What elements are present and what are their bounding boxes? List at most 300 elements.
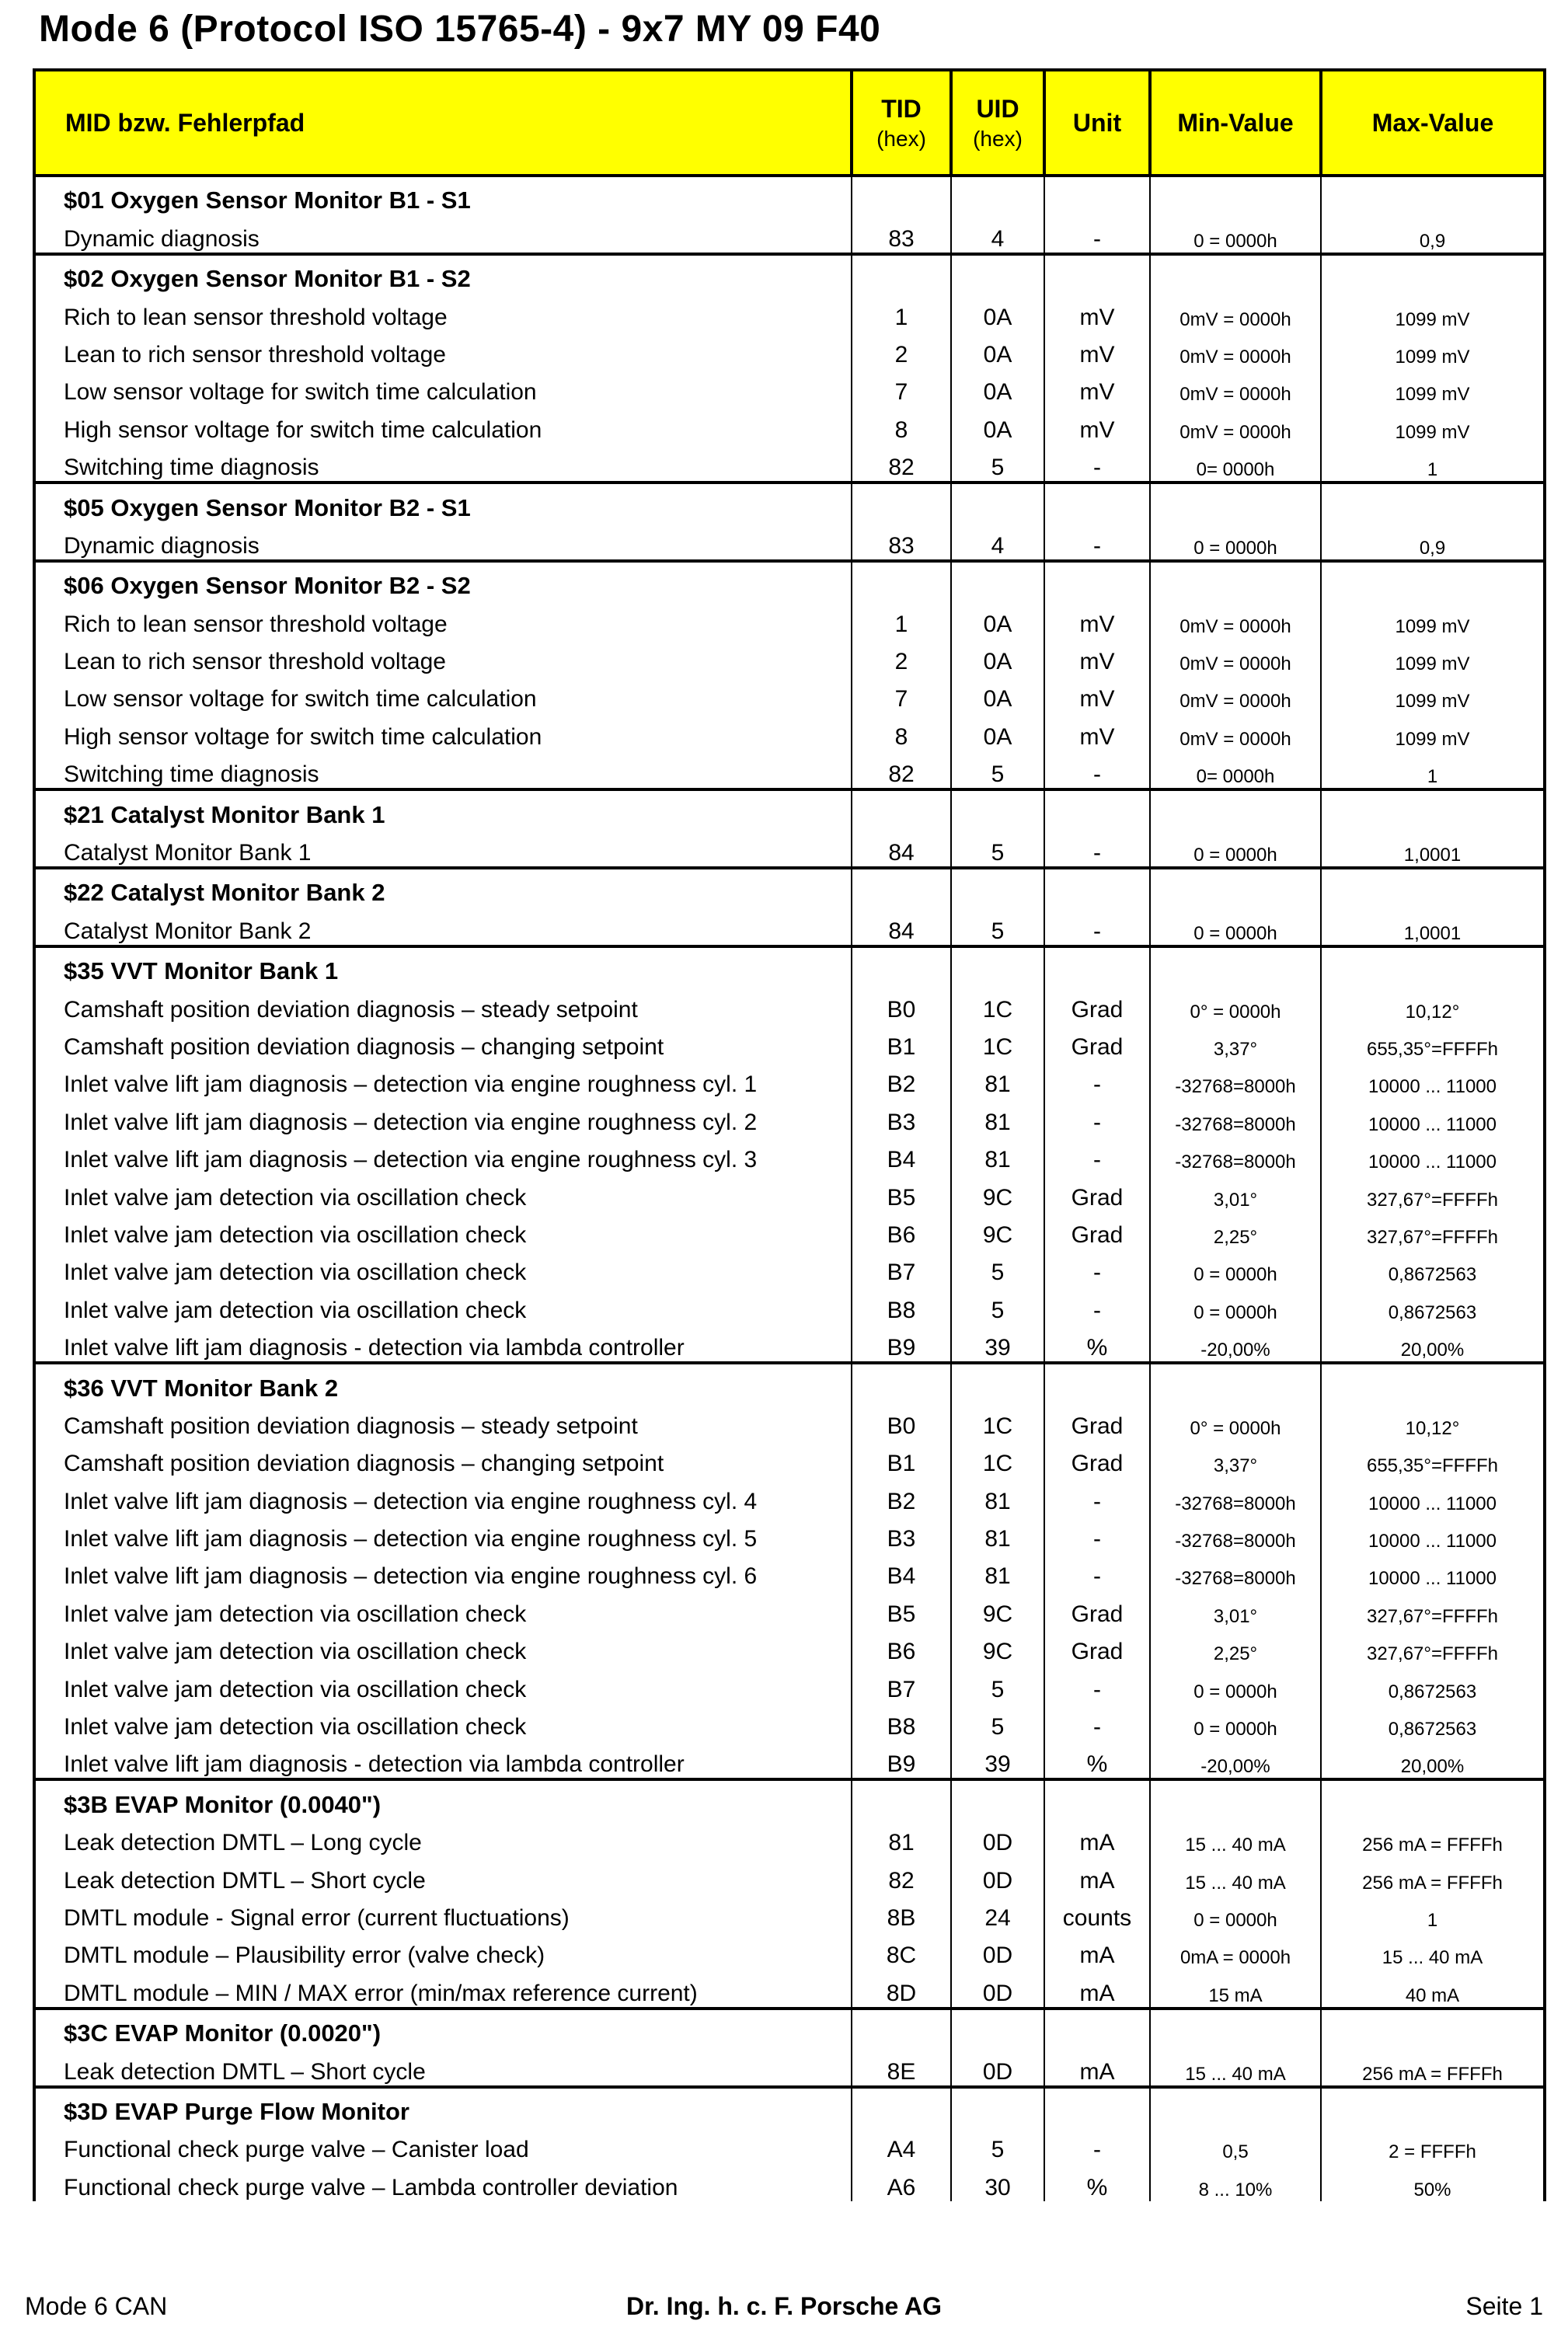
row-tid: 8D: [852, 1969, 951, 2008]
row-max: 10000 ... 11000: [1321, 1136, 1545, 1173]
row-min: 0 = 0000h: [1150, 522, 1321, 561]
row-description: Functional check purge valve – Canister load: [34, 2126, 852, 2163]
row-unit: Grad: [1044, 1402, 1150, 1440]
row-min: 0mV = 0000h: [1150, 600, 1321, 637]
row-unit: -: [1044, 1515, 1150, 1552]
group-title: $3B EVAP Monitor (0.0040"): [34, 1779, 852, 1818]
row-max: 0,8672563: [1321, 1286, 1545, 1323]
row-max: 10000 ... 11000: [1321, 1552, 1545, 1590]
row-unit: -: [1044, 1098, 1150, 1135]
row-max: 1,0001: [1321, 907, 1545, 946]
group-header-row: [34, 868, 1545, 907]
table-row: [34, 1856, 1545, 1894]
group-uid-cell: [951, 561, 1044, 600]
row-uid: 24: [951, 1894, 1044, 1932]
row-tid: B2: [852, 1061, 951, 1098]
table-row: [34, 444, 1545, 483]
group-tid-cell: [852, 1363, 951, 1402]
row-uid: 5: [951, 829, 1044, 868]
group-uid-cell: [951, 483, 1044, 521]
row-unit: -: [1044, 2126, 1150, 2163]
group-uid-cell: [951, 789, 1044, 828]
table-header-row: [34, 70, 1545, 176]
group-min-cell: [1150, 2009, 1321, 2047]
row-tid: B7: [852, 1249, 951, 1286]
row-description: Leak detection DMTL – Short cycle: [34, 2047, 852, 2086]
row-max: 0,8672563: [1321, 1249, 1545, 1286]
row-description: High sensor voltage for switch time calculation: [34, 713, 852, 750]
row-unit: -: [1044, 829, 1150, 868]
row-description: Catalyst Monitor Bank 2: [34, 907, 852, 946]
row-max: 0,9: [1321, 214, 1545, 253]
group-uid-cell: [951, 868, 1044, 907]
row-description: Inlet valve jam detection via oscillation check: [34, 1628, 852, 1665]
row-tid: B5: [852, 1173, 951, 1211]
row-uid: 1C: [951, 1402, 1044, 1440]
row-max: 10,12°: [1321, 985, 1545, 1023]
table-row: [34, 1628, 1545, 1665]
group-unit-cell: [1044, 483, 1150, 521]
row-tid: B6: [852, 1628, 951, 1665]
row-tid: 2: [852, 331, 951, 368]
table-row: [34, 829, 1545, 868]
row-unit: -: [1044, 522, 1150, 561]
table-row: [34, 2047, 1545, 2086]
row-tid: B9: [852, 1324, 951, 1363]
group-title: $36 VVT Monitor Bank 2: [34, 1363, 852, 1402]
table-row: [34, 1552, 1545, 1590]
group-title: $35 VVT Monitor Bank 1: [34, 946, 852, 985]
row-uid: 81: [951, 1552, 1044, 1590]
row-max: 1: [1321, 444, 1545, 483]
row-max: 20,00%: [1321, 1740, 1545, 1779]
row-tid: 1: [852, 600, 951, 637]
table-row: [34, 985, 1545, 1023]
row-description: Inlet valve lift jam diagnosis – detection via engine roughness cyl. 5: [34, 1515, 852, 1552]
row-uid: 0D: [951, 1819, 1044, 1856]
row-tid: 7: [852, 368, 951, 406]
row-uid: 0A: [951, 331, 1044, 368]
group-title: $05 Oxygen Sensor Monitor B2 - S1: [34, 483, 852, 521]
group-uid-cell: [951, 1363, 1044, 1402]
row-min: 0mV = 0000h: [1150, 713, 1321, 750]
row-max: 256 mA = FFFFh: [1321, 1819, 1545, 1856]
mode6-table: [33, 68, 1546, 2201]
row-unit: -: [1044, 1249, 1150, 1286]
group-max-cell: [1321, 2087, 1545, 2126]
row-tid: B1: [852, 1440, 951, 1477]
group-tid-cell: [852, 2009, 951, 2047]
row-min: 0° = 0000h: [1150, 985, 1321, 1023]
row-min: 0 = 0000h: [1150, 907, 1321, 946]
group-max-cell: [1321, 1363, 1545, 1402]
group-header-row: [34, 1779, 1545, 1818]
group-min-cell: [1150, 1363, 1321, 1402]
row-min: 2,25°: [1150, 1211, 1321, 1249]
row-uid: 0D: [951, 1856, 1044, 1894]
group-tid-cell: [852, 176, 951, 214]
row-min: -32768=8000h: [1150, 1061, 1321, 1098]
row-min: 0° = 0000h: [1150, 1402, 1321, 1440]
group-header-row: [34, 1363, 1545, 1402]
row-tid: A6: [852, 2163, 951, 2200]
row-description: Leak detection DMTL – Long cycle: [34, 1819, 852, 1856]
row-tid: B8: [852, 1703, 951, 1740]
row-unit: counts: [1044, 1894, 1150, 1932]
row-description: DMTL module – Plausibility error (valve check): [34, 1932, 852, 1969]
row-description: Functional check purge valve – Lambda controller deviation: [34, 2163, 852, 2200]
row-max: 1: [1321, 751, 1545, 789]
row-uid: 5: [951, 444, 1044, 483]
row-max: 1099 mV: [1321, 600, 1545, 637]
row-tid: B4: [852, 1136, 951, 1173]
group-tid-cell: [852, 1779, 951, 1818]
row-min: 0 = 0000h: [1150, 1665, 1321, 1702]
group-min-cell: [1150, 561, 1321, 600]
group-uid-cell: [951, 2009, 1044, 2047]
row-min: 0mA = 0000h: [1150, 1932, 1321, 1969]
header-min: Min-Value: [1150, 70, 1321, 176]
row-description: Camshaft position deviation diagnosis – changing setpoint: [34, 1440, 852, 1477]
header-max: Max-Value: [1321, 70, 1545, 176]
row-description: Inlet valve jam detection via oscillation check: [34, 1211, 852, 1249]
row-uid: 81: [951, 1477, 1044, 1514]
page-footer: [0, 2292, 1568, 2323]
row-description: Inlet valve lift jam diagnosis – detection via engine roughness cyl. 3: [34, 1136, 852, 1173]
row-unit: mA: [1044, 1932, 1150, 1969]
row-uid: 39: [951, 1324, 1044, 1363]
row-min: 0,5: [1150, 2126, 1321, 2163]
row-unit: %: [1044, 2163, 1150, 2200]
row-uid: 5: [951, 2126, 1044, 2163]
row-tid: 82: [852, 1856, 951, 1894]
row-description: Inlet valve jam detection via oscillation check: [34, 1703, 852, 1740]
row-tid: B7: [852, 1665, 951, 1702]
table-row: [34, 1819, 1545, 1856]
group-title: $22 Catalyst Monitor Bank 2: [34, 868, 852, 907]
row-tid: 83: [852, 522, 951, 561]
row-min: -32768=8000h: [1150, 1552, 1321, 1590]
table-row: [34, 1061, 1545, 1098]
row-min: 0mV = 0000h: [1150, 368, 1321, 406]
row-uid: 0A: [951, 675, 1044, 713]
group-tid-cell: [852, 946, 951, 985]
group-max-cell: [1321, 254, 1545, 293]
row-unit: -: [1044, 1552, 1150, 1590]
row-max: 10,12°: [1321, 1402, 1545, 1440]
row-uid: 4: [951, 522, 1044, 561]
row-min: 3,37°: [1150, 1023, 1321, 1061]
row-unit: -: [1044, 214, 1150, 253]
group-unit-cell: [1044, 868, 1150, 907]
group-min-cell: [1150, 483, 1321, 521]
row-max: 1099 mV: [1321, 293, 1545, 330]
group-uid-cell: [951, 1779, 1044, 1818]
row-max: 20,00%: [1321, 1324, 1545, 1363]
group-unit-cell: [1044, 2009, 1150, 2047]
table-row: [34, 1098, 1545, 1135]
header-mid: MID bzw. Fehlerpfad: [34, 70, 852, 176]
row-max: 1099 mV: [1321, 406, 1545, 443]
row-description: Switching time diagnosis: [34, 751, 852, 789]
row-uid: 39: [951, 1740, 1044, 1779]
row-description: Inlet valve jam detection via oscillation check: [34, 1286, 852, 1323]
row-unit: Grad: [1044, 1590, 1150, 1627]
group-header-row: [34, 2087, 1545, 2126]
group-uid-cell: [951, 946, 1044, 985]
group-header-row: [34, 789, 1545, 828]
table-row: [34, 1740, 1545, 1779]
row-tid: B1: [852, 1023, 951, 1061]
group-header-row: [34, 2009, 1545, 2047]
row-uid: 81: [951, 1098, 1044, 1135]
table-row: [34, 368, 1545, 406]
row-uid: 81: [951, 1061, 1044, 1098]
row-max: 1: [1321, 1894, 1545, 1932]
row-min: 0 = 0000h: [1150, 1703, 1321, 1740]
row-max: 10000 ... 11000: [1321, 1098, 1545, 1135]
row-min: 0= 0000h: [1150, 751, 1321, 789]
row-max: 0,9: [1321, 522, 1545, 561]
row-description: Inlet valve lift jam diagnosis - detection via lambda controller: [34, 1324, 852, 1363]
row-description: Inlet valve lift jam diagnosis - detection via lambda controller: [34, 1740, 852, 1779]
row-uid: 1C: [951, 985, 1044, 1023]
row-min: -20,00%: [1150, 1740, 1321, 1779]
row-uid: 5: [951, 751, 1044, 789]
footer-center: Dr. Ing. h. c. F. Porsche AG: [625, 2292, 942, 2320]
group-header-row: [34, 176, 1545, 214]
row-tid: B2: [852, 1477, 951, 1514]
row-description: Rich to lean sensor threshold voltage: [34, 293, 852, 330]
row-description: Dynamic diagnosis: [34, 214, 852, 253]
row-uid: 30: [951, 2163, 1044, 2200]
row-max: 327,67°=FFFFh: [1321, 1211, 1545, 1249]
header-uid-label: UID: [976, 94, 1019, 123]
row-unit: mA: [1044, 2047, 1150, 2086]
row-max: 256 mA = FFFFh: [1321, 1856, 1545, 1894]
header-unit: Unit: [1044, 70, 1150, 176]
row-uid: 5: [951, 1249, 1044, 1286]
row-unit: -: [1044, 444, 1150, 483]
table-row: [34, 713, 1545, 750]
row-unit: mV: [1044, 331, 1150, 368]
row-min: 0mV = 0000h: [1150, 406, 1321, 443]
group-min-cell: [1150, 2087, 1321, 2126]
row-min: 3,01°: [1150, 1173, 1321, 1211]
row-uid: 81: [951, 1515, 1044, 1552]
row-description: Inlet valve lift jam diagnosis – detection via engine roughness cyl. 6: [34, 1552, 852, 1590]
group-unit-cell: [1044, 946, 1150, 985]
row-min: 0mV = 0000h: [1150, 331, 1321, 368]
row-description: Inlet valve jam detection via oscillation check: [34, 1249, 852, 1286]
group-unit-cell: [1044, 254, 1150, 293]
row-tid: 8E: [852, 2047, 951, 2086]
group-max-cell: [1321, 2009, 1545, 2047]
row-tid: 8C: [852, 1932, 951, 1969]
row-description: Dynamic diagnosis: [34, 522, 852, 561]
row-max: 256 mA = FFFFh: [1321, 2047, 1545, 2086]
row-unit: -: [1044, 1286, 1150, 1323]
row-uid: 0A: [951, 638, 1044, 675]
group-max-cell: [1321, 946, 1545, 985]
row-min: 8 ... 10%: [1150, 2163, 1321, 2200]
row-unit: Grad: [1044, 985, 1150, 1023]
table-row: [34, 1286, 1545, 1323]
row-description: Camshaft position deviation diagnosis – steady setpoint: [34, 1402, 852, 1440]
row-tid: 82: [852, 751, 951, 789]
row-min: 15 ... 40 mA: [1150, 2047, 1321, 2086]
group-header-row: [34, 561, 1545, 600]
row-min: 3,01°: [1150, 1590, 1321, 1627]
row-uid: 5: [951, 907, 1044, 946]
row-description: Rich to lean sensor threshold voltage: [34, 600, 852, 637]
group-tid-cell: [852, 483, 951, 521]
table-row: [34, 1932, 1545, 1969]
table-row: [34, 1324, 1545, 1363]
row-max: 327,67°=FFFFh: [1321, 1173, 1545, 1211]
row-max: 1,0001: [1321, 829, 1545, 868]
row-unit: -: [1044, 1665, 1150, 1702]
row-max: 10000 ... 11000: [1321, 1061, 1545, 1098]
group-max-cell: [1321, 868, 1545, 907]
row-description: DMTL module - Signal error (current fluctuations): [34, 1894, 852, 1932]
row-uid: 9C: [951, 1628, 1044, 1665]
header-tid-label: TID: [881, 94, 922, 123]
row-min: -32768=8000h: [1150, 1136, 1321, 1173]
row-max: 1099 mV: [1321, 331, 1545, 368]
group-title: $21 Catalyst Monitor Bank 1: [34, 789, 852, 828]
group-tid-cell: [852, 789, 951, 828]
table-row: [34, 1665, 1545, 1702]
row-description: DMTL module – MIN / MAX error (min/max reference current): [34, 1969, 852, 2008]
row-description: Lean to rich sensor threshold voltage: [34, 331, 852, 368]
row-tid: B4: [852, 1552, 951, 1590]
row-tid: B6: [852, 1211, 951, 1249]
group-uid-cell: [951, 254, 1044, 293]
page-title: Mode 6 (Protocol ISO 15765-4) - 9x7 MY 09 F40: [39, 9, 881, 50]
row-min: 3,37°: [1150, 1440, 1321, 1477]
row-uid: 0A: [951, 406, 1044, 443]
row-max: 1099 mV: [1321, 713, 1545, 750]
table-row: [34, 1440, 1545, 1477]
row-uid: 81: [951, 1136, 1044, 1173]
group-unit-cell: [1044, 1779, 1150, 1818]
row-max: 10000 ... 11000: [1321, 1477, 1545, 1514]
table-row: [34, 522, 1545, 561]
row-min: 15 ... 40 mA: [1150, 1856, 1321, 1894]
footer-left: Mode 6 CAN: [25, 2292, 168, 2320]
group-uid-cell: [951, 176, 1044, 214]
row-unit: mA: [1044, 1819, 1150, 1856]
row-max: 1099 mV: [1321, 675, 1545, 713]
header-tid-sub: (hex): [876, 126, 926, 151]
table-row: [34, 1703, 1545, 1740]
row-uid: 0A: [951, 713, 1044, 750]
group-title: $01 Oxygen Sensor Monitor B1 - S1: [34, 176, 852, 214]
row-description: Inlet valve lift jam diagnosis – detection via engine roughness cyl. 1: [34, 1061, 852, 1098]
row-min: 15 ... 40 mA: [1150, 1819, 1321, 1856]
table-row: [34, 2163, 1545, 2200]
row-description: Leak detection DMTL – Short cycle: [34, 1856, 852, 1894]
row-max: 0,8672563: [1321, 1665, 1545, 1702]
row-tid: 81: [852, 1819, 951, 1856]
row-min: -32768=8000h: [1150, 1477, 1321, 1514]
row-description: Lean to rich sensor threshold voltage: [34, 638, 852, 675]
table-row: [34, 1211, 1545, 1249]
row-unit: %: [1044, 1324, 1150, 1363]
row-description: Inlet valve jam detection via oscillation check: [34, 1173, 852, 1211]
row-tid: 8: [852, 406, 951, 443]
row-uid: 5: [951, 1665, 1044, 1702]
row-min: 0= 0000h: [1150, 444, 1321, 483]
row-unit: -: [1044, 1136, 1150, 1173]
table-row: [34, 675, 1545, 713]
row-description: Camshaft position deviation diagnosis – changing setpoint: [34, 1023, 852, 1061]
row-unit: mV: [1044, 675, 1150, 713]
row-tid: 83: [852, 214, 951, 253]
row-tid: B0: [852, 1402, 951, 1440]
row-tid: 2: [852, 638, 951, 675]
row-uid: 4: [951, 214, 1044, 253]
table-row: [34, 1477, 1545, 1514]
row-unit: mV: [1044, 406, 1150, 443]
row-tid: 84: [852, 829, 951, 868]
row-min: 0 = 0000h: [1150, 1286, 1321, 1323]
row-unit: Grad: [1044, 1628, 1150, 1665]
row-max: 1099 mV: [1321, 638, 1545, 675]
row-max: 655,35°=FFFFh: [1321, 1440, 1545, 1477]
row-unit: mA: [1044, 1856, 1150, 1894]
row-uid: 0A: [951, 368, 1044, 406]
row-tid: B3: [852, 1098, 951, 1135]
row-max: 2 = FFFFh: [1321, 2126, 1545, 2163]
table-row: [34, 1136, 1545, 1173]
row-tid: B8: [852, 1286, 951, 1323]
row-min: 0 = 0000h: [1150, 829, 1321, 868]
row-tid: 8B: [852, 1894, 951, 1932]
row-description: Inlet valve jam detection via oscillation check: [34, 1665, 852, 1702]
table-body: [34, 176, 1545, 2201]
row-description: Inlet valve jam detection via oscillation check: [34, 1590, 852, 1627]
row-max: 327,67°=FFFFh: [1321, 1590, 1545, 1627]
row-min: -32768=8000h: [1150, 1515, 1321, 1552]
row-min: 15 mA: [1150, 1969, 1321, 2008]
group-max-cell: [1321, 561, 1545, 600]
row-unit: Grad: [1044, 1211, 1150, 1249]
row-tid: B3: [852, 1515, 951, 1552]
row-max: 15 ... 40 mA: [1321, 1932, 1545, 1969]
table-row: [34, 1894, 1545, 1932]
row-min: 0 = 0000h: [1150, 214, 1321, 253]
row-max: 40 mA: [1321, 1969, 1545, 2008]
group-header-row: [34, 946, 1545, 985]
header-tid: [852, 70, 951, 176]
row-unit: -: [1044, 1703, 1150, 1740]
row-uid: 9C: [951, 1590, 1044, 1627]
header-uid-sub: (hex): [973, 126, 1023, 151]
table-row: [34, 638, 1545, 675]
group-title: $3C EVAP Monitor (0.0020"): [34, 2009, 852, 2047]
row-unit: Grad: [1044, 1440, 1150, 1477]
row-uid: 5: [951, 1286, 1044, 1323]
group-uid-cell: [951, 2087, 1044, 2126]
row-uid: 0D: [951, 2047, 1044, 2086]
row-description: Inlet valve lift jam diagnosis – detection via engine roughness cyl. 4: [34, 1477, 852, 1514]
row-min: 0mV = 0000h: [1150, 293, 1321, 330]
row-tid: 84: [852, 907, 951, 946]
row-min: 0mV = 0000h: [1150, 675, 1321, 713]
row-description: Switching time diagnosis: [34, 444, 852, 483]
